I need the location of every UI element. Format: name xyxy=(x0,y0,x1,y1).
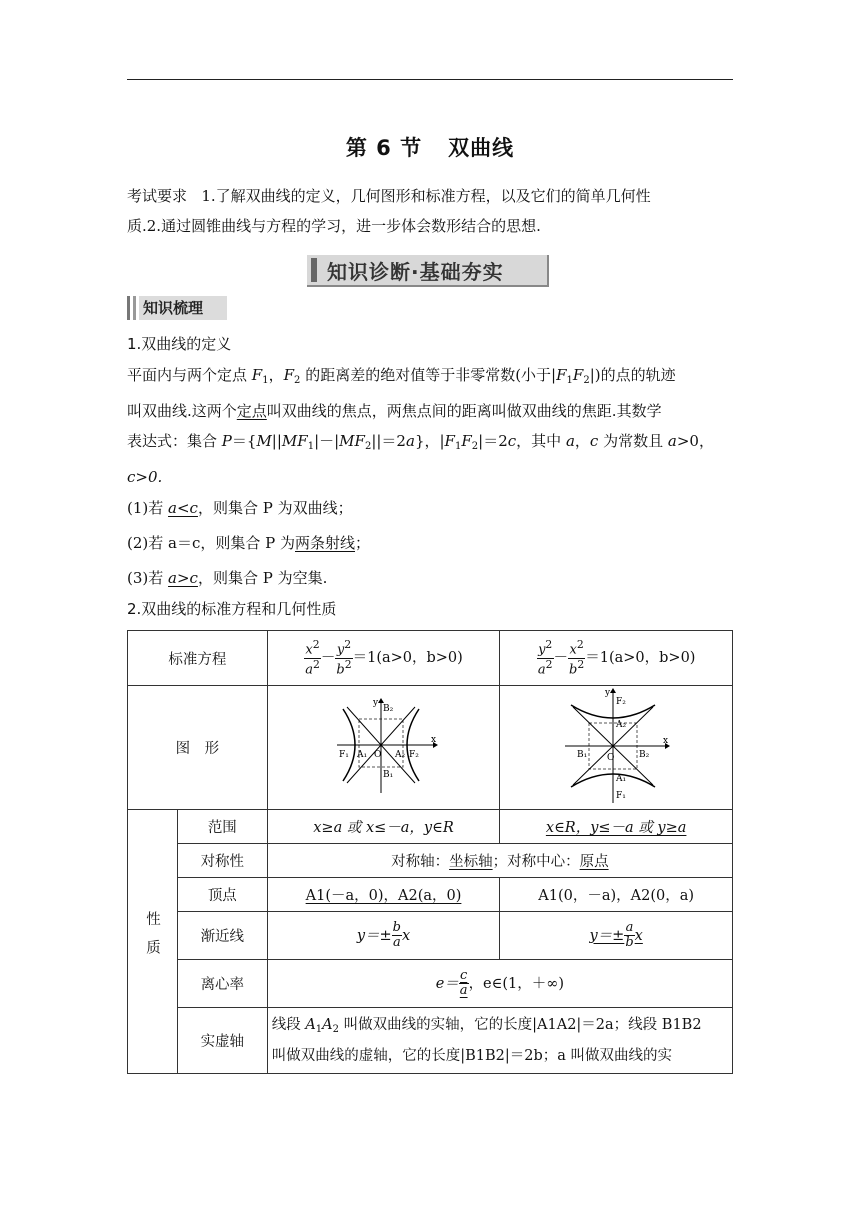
svg-text:F₁: F₁ xyxy=(616,790,627,801)
row-label-asymptote: 渐近线 xyxy=(177,912,267,960)
std-label: 标准方程 xyxy=(128,631,268,686)
svg-text:B₂: B₂ xyxy=(639,749,650,760)
exam-requirements: 考试要求 1.了解双曲线的定义，几何图形和标准方程，以及它们的简单几何性 质.2.通过圆锥曲线与方程的学习，进一步体会数形结合的思想. xyxy=(127,187,651,235)
svg-text:B₁: B₁ xyxy=(577,749,588,760)
svg-text:y: y xyxy=(372,697,378,708)
std-equation-1: $\frac{x^2}{a^2}$ － $\frac{y^2}{b^2}$ ＝1(a>0，b>0) xyxy=(267,631,500,686)
svg-text:O: O xyxy=(607,752,615,763)
properties-heading: 2.双曲线的标准方程和几何性质 xyxy=(127,600,337,618)
case-2: (2)若 a＝c，则集合 P 为两条射线； xyxy=(127,534,371,552)
svg-text:x: x xyxy=(430,734,436,745)
definition-text: 平面内与两个定点 $F_1$，$F_2$ 的距离差的绝对值等于非零常数(小于$|F_1F_2|$)的点的轨迹 叫双曲线.这两个定点叫双曲线的焦点，两焦点间的距离叫做双曲线的焦距.其数学 表达式：集合 $P=\{M||MF_1|-|MF_2||=2a\}$，$|F_1F_2|=2c$，其中 a，c 为常数且 a>0， c>0. xyxy=(127,366,714,486)
banner-title: 知识诊断·基础夯实 xyxy=(327,260,504,284)
figure-label: 图 形 xyxy=(128,686,268,810)
vertex-vertical: A1(0，－a)，A2(0，a) xyxy=(500,878,733,912)
figure-horizontal xyxy=(267,686,500,810)
figure-vertical xyxy=(500,686,733,810)
hyperbola-horizontal-graph xyxy=(329,697,439,795)
properties-group-label xyxy=(128,810,178,1074)
table-row xyxy=(128,810,733,844)
axes-value: 线段 $A_1A_2$ 叫做双曲线的实轴，它的长度|A1A2|＝2a；线段 B1B2 叫做双曲线的虚轴，它的长度|B1B2|＝2b；a 叫做双曲线的实 xyxy=(267,1008,732,1074)
table-row xyxy=(128,960,733,1008)
svg-text:F₁: F₁ xyxy=(338,749,349,760)
table-row xyxy=(128,686,733,810)
row-label-vertex: 顶点 xyxy=(177,878,267,912)
svg-text:y: y xyxy=(605,687,611,698)
row-label-eccentricity: 离心率 xyxy=(177,960,267,1008)
range-vertical: x∈R，y≤－a 或 y≥a xyxy=(500,810,733,844)
case-3: (3)若 a>c，则集合 P 为空集. xyxy=(127,569,328,587)
properties-group-text: 性质 xyxy=(143,911,160,968)
svg-text:A₁: A₁ xyxy=(616,773,627,784)
svg-text:A₂: A₂ xyxy=(616,719,627,730)
row-label-axes: 实虚轴 xyxy=(177,1008,267,1074)
svg-text:O: O xyxy=(373,749,381,760)
hyperbola-properties-table xyxy=(127,630,733,1074)
row-label-symmetry: 对称性 xyxy=(177,844,267,878)
svg-text:A₂: A₂ xyxy=(394,749,405,760)
subsection-tag xyxy=(127,296,227,320)
table-row xyxy=(128,844,733,878)
range-horizontal: x≥a 或 x≤－a，y∈R xyxy=(267,810,500,844)
page-title: 第 6 节 双曲线 xyxy=(345,136,515,160)
svg-text:F₂: F₂ xyxy=(616,696,627,707)
eccentricity-value: e＝ $\frac{c}{a}$ ，e∈(1，＋∞) xyxy=(267,960,732,1008)
svg-text:F₂: F₂ xyxy=(408,749,419,760)
table-row xyxy=(128,1008,733,1074)
table-row xyxy=(128,912,733,960)
case-1: (1)若 a<c，则集合 P 为双曲线； xyxy=(127,499,353,517)
asymptote-vertical: y＝± $\frac{a}{b}$ x xyxy=(500,912,733,960)
svg-text:x: x xyxy=(663,735,669,746)
subsection-title: 知识梳理 xyxy=(143,299,204,317)
svg-text:A₁: A₁ xyxy=(356,749,367,760)
hyperbola-vertical-graph xyxy=(561,687,671,805)
top-rule xyxy=(127,79,733,80)
table-row xyxy=(128,631,733,686)
svg-text:B₂: B₂ xyxy=(382,703,393,714)
symmetry-value: 对称轴：坐标轴；对称中心：原点 xyxy=(267,844,732,878)
asymptote-horizontal: y＝± $\frac{b}{a}$ x xyxy=(267,912,500,960)
definition-heading: 1.双曲线的定义 xyxy=(127,335,232,353)
row-label-range: 范围 xyxy=(177,810,267,844)
table-row xyxy=(128,878,733,912)
section-banner xyxy=(307,255,549,287)
vertex-horizontal: A1(－a，0)，A2(a，0) xyxy=(267,878,500,912)
std-equation-2: $\frac{y^2}{a^2}$ － $\frac{x^2}{b^2}$ ＝1(a>0，b>0) xyxy=(500,631,733,686)
svg-text:B₁: B₁ xyxy=(382,769,393,780)
